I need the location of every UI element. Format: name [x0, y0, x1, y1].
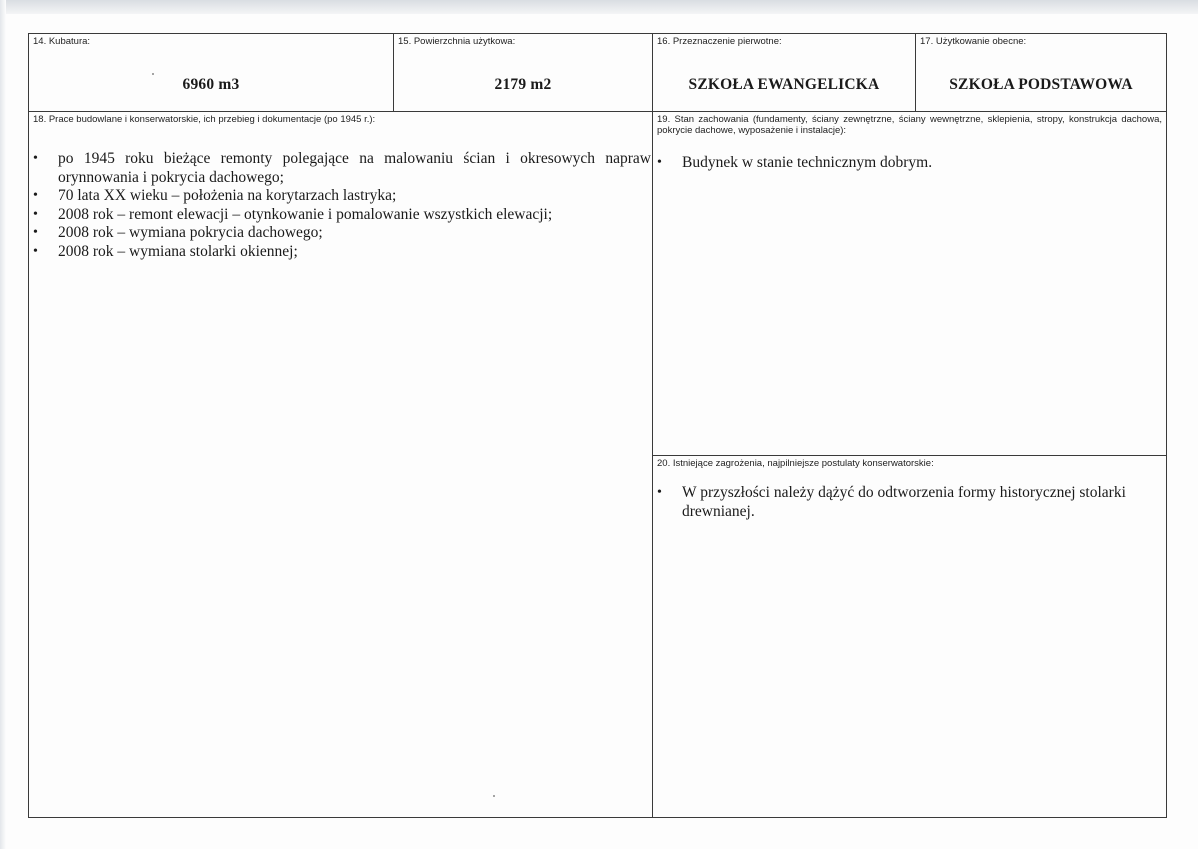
field-16-label: 16. Przeznaczenie pierwotne:	[657, 36, 782, 47]
field-19-list	[653, 154, 1153, 173]
field-19-state-of-preservation	[652, 111, 1167, 456]
scan-edge-top	[0, 0, 1198, 14]
field-18-list	[29, 150, 651, 261]
field-19-label: 19. Stan zachowania (fundamenty, ściany zewnętrzne, ściany wewnętrzne, sklepienia, stropy, konstrukcja dachowa, pokrycie dachowe, wyposażenie i instalacje):	[657, 114, 1162, 136]
field-20-label: 20. Istniejące zagrożenia, najpilniejsze postulaty konserwatorskie:	[657, 458, 934, 469]
field-17-value: SZKOŁA PODSTAWOWA	[949, 76, 1133, 93]
field-15-label: 15. Powierzchnia użytkowa:	[398, 36, 516, 47]
list-item: • 2008 rok – wymiana pokrycia dachowego;	[29, 224, 651, 243]
field-16-original-purpose	[652, 33, 916, 112]
scan-speck	[152, 73, 154, 75]
list-item: • 2008 rok – remont elewacji – otynkowanie i pomalowanie wszystkich elewacji;	[29, 206, 651, 225]
field-15-usable-area	[393, 33, 653, 112]
list-item: • W przyszłości należy dążyć do odtworzenia formy historycznej stolarki drewnianej.	[653, 484, 1133, 521]
field-18-construction-works	[28, 111, 653, 818]
list-item: • Budynek w stanie technicznym dobrym.	[653, 154, 1153, 173]
list-item: • po 1945 roku bieżące remonty polegające na malowaniu ścian i okresowych napraw orynnowania i pokrycia dachowego;	[29, 150, 651, 187]
field-14-cubature	[28, 33, 394, 112]
field-18-label: 18. Prace budowlane i konserwatorskie, ich przebieg i dokumentacje (po 1945 r.):	[33, 114, 376, 125]
field-15-value: 2179 m2	[494, 76, 552, 93]
field-20-list	[653, 484, 1133, 521]
field-14-label: 14. Kubatura:	[33, 36, 91, 47]
field-14-value: 6960 m3	[182, 76, 240, 93]
scan-speck	[493, 795, 495, 797]
field-17-current-use	[915, 33, 1167, 112]
field-17-label: 17. Użytkowanie obecne:	[920, 36, 1027, 47]
field-20-threats-and-postulates	[652, 455, 1167, 818]
field-16-value: SZKOŁA EWANGELICKA	[688, 76, 880, 93]
scan-edge-left	[0, 0, 6, 849]
list-item: • 70 lata XX wieku – położenia na korytarzach lastryka;	[29, 187, 651, 206]
list-item: • 2008 rok – wymiana stolarki okiennej;	[29, 243, 651, 262]
